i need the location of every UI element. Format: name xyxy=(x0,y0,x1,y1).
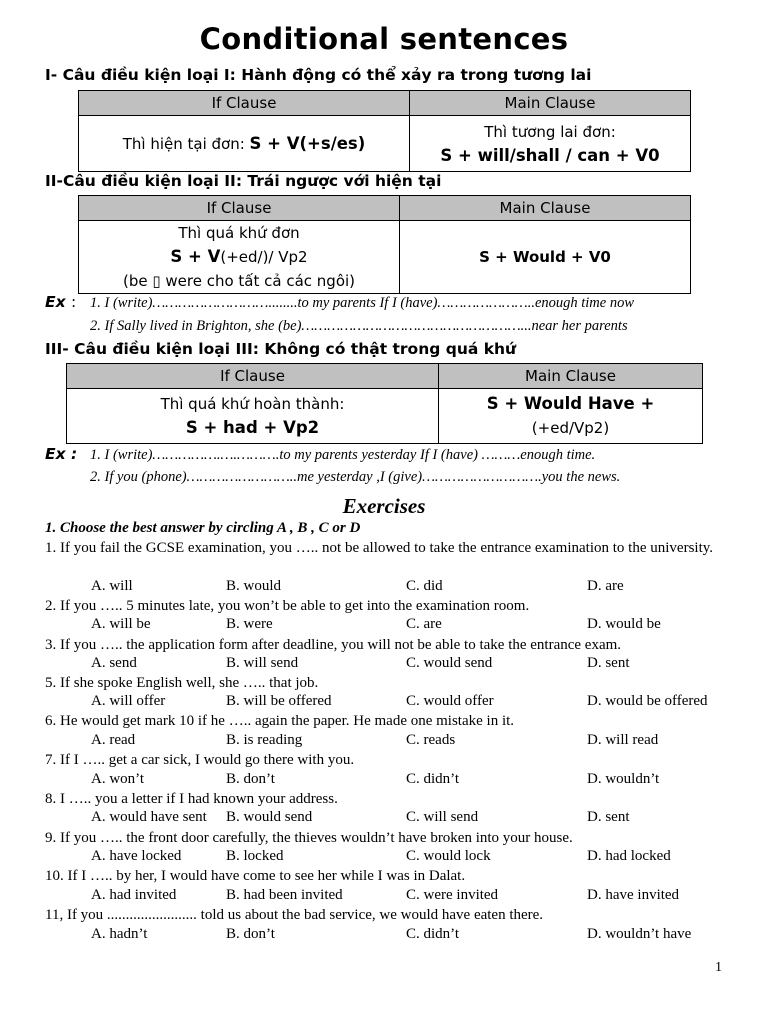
option-c[interactable]: C. would lock xyxy=(406,848,491,864)
type2-if-note: (be ▯ were cho tất cả các ngôi) xyxy=(122,272,356,290)
exercise-instruction: 1. Choose the best answer by circling A , B , C or D xyxy=(45,520,361,536)
type3-main-header: Main Clause xyxy=(439,364,703,389)
question-11: 11, If you ........................ told us about the bad service, we would have eaten there. xyxy=(45,907,544,923)
type1-if-text: Thì hiện tại đơn: xyxy=(122,134,250,153)
question-9: 9. If you ….. the front door carefully, the thieves wouldn’t have broken into your house. xyxy=(45,830,573,846)
type2-main-formula: S + Would + V0 xyxy=(400,221,691,294)
type1-table xyxy=(78,90,691,172)
option-b[interactable]: B. don’t xyxy=(226,771,275,787)
question-1: 1. If you fail the GCSE examination, you ….. not be allowed to take the entrance examination to the university. xyxy=(45,540,714,556)
type1-main-text: Thì tương lai đơn: xyxy=(484,122,616,141)
question-10: 10. If I ….. by her, I would have come to see her while I was in Dalat. xyxy=(45,868,466,884)
option-b[interactable]: B. locked xyxy=(226,848,284,864)
option-c[interactable]: C. are xyxy=(406,616,442,632)
type2-if-formula-rest: (+ed/)/ Vp2 xyxy=(220,248,308,266)
type3-if-text: Thì quá khứ hoàn thành: xyxy=(160,395,345,413)
option-b[interactable]: B. would send xyxy=(226,809,313,825)
type1-if-formula: S + V(+s/es) xyxy=(249,133,366,153)
type1-heading: I- Câu điều kiện loại I: Hành động có thể xảy ra trong tương lai xyxy=(45,66,592,84)
option-c[interactable]: C. would offer xyxy=(406,693,494,709)
option-a[interactable]: A. won’t xyxy=(91,771,145,787)
type2-if-header: If Clause xyxy=(79,196,400,221)
question-8: 8. I ….. you a letter if I had known your address. xyxy=(45,791,338,807)
option-a[interactable]: A. hadn’t xyxy=(91,926,148,942)
option-c[interactable]: C. did xyxy=(406,578,443,594)
type3-main-cell xyxy=(439,389,703,444)
option-a[interactable]: A. will xyxy=(91,578,133,594)
question-2: 2. If you ….. 5 minutes late, you won’t be able to get into the examination room. xyxy=(45,598,530,614)
option-d[interactable]: D. have invited xyxy=(587,887,680,903)
exercises-title: Exercises xyxy=(342,494,426,518)
example-2-line-1: Ex : 1. I (write)…………….….……….to my parents yesterday If I (have) ………enough time. xyxy=(45,445,596,463)
option-c[interactable]: C. didn’t xyxy=(406,771,460,787)
option-d[interactable]: D. sent xyxy=(587,809,630,825)
option-d[interactable]: D. would be xyxy=(587,616,661,632)
option-d[interactable]: D. had locked xyxy=(587,848,671,864)
type3-heading: III- Câu điều kiện loại III: Không có thật trong quá khứ xyxy=(45,340,517,358)
option-d[interactable]: D. would be offered xyxy=(587,693,708,709)
type3-if-header: If Clause xyxy=(67,364,439,389)
page-number: 1 xyxy=(715,960,722,975)
option-a[interactable]: A. will be xyxy=(91,616,151,632)
option-d[interactable]: D. are xyxy=(587,578,624,594)
option-d[interactable]: D. sent xyxy=(587,655,630,671)
option-b[interactable]: B. is reading xyxy=(226,732,303,748)
option-a[interactable]: A. had invited xyxy=(91,887,177,903)
example-2-line-2: 2. If you (phone)……………………..me yesterday ,I (give)……………………….you the news. xyxy=(90,469,621,485)
question-5: 5. If she spoke English well, she ….. that job. xyxy=(45,675,319,691)
option-a[interactable]: A. would have sent xyxy=(91,809,207,825)
option-a[interactable]: A. send xyxy=(91,655,137,671)
option-b[interactable]: B. will send xyxy=(226,655,299,671)
option-a[interactable]: A. read xyxy=(91,732,136,748)
example-1-line-1: Ex : 1. I (write)………………………........to my parents If I (have)…………………..enough time now xyxy=(45,293,635,311)
example-1-line-2: 2. If Sally lived in Brighton, she (be)……………………………………………...near her parents xyxy=(90,318,628,334)
option-d[interactable]: D. will read xyxy=(587,732,659,748)
type1-if-header: If Clause xyxy=(79,91,410,116)
question-3: 3. If you ….. the application form after deadline, you will not be able to take the entrance exam. xyxy=(45,637,622,653)
page-title: Conditional sentences xyxy=(199,22,569,56)
option-c[interactable]: C. reads xyxy=(406,732,456,748)
type2-if-formula: S + V xyxy=(170,247,221,266)
type1-main-formula: S + will/shall / can + V0 xyxy=(440,145,660,165)
type2-table xyxy=(78,195,691,294)
option-b[interactable]: B. will be offered xyxy=(226,693,332,709)
option-c[interactable]: C. will send xyxy=(406,809,479,825)
option-b[interactable]: B. were xyxy=(226,616,273,632)
option-a[interactable]: A. have locked xyxy=(91,848,182,864)
option-b[interactable]: B. had been invited xyxy=(226,887,343,903)
question-7: 7. If I ….. get a car sick, I would go there with you. xyxy=(45,752,355,768)
type1-main-cell xyxy=(410,116,691,172)
option-d[interactable]: D. wouldn’t have xyxy=(587,926,692,942)
example-2-label: Ex : xyxy=(45,445,78,463)
type2-main-header: Main Clause xyxy=(400,196,691,221)
option-c[interactable]: C. didn’t xyxy=(406,926,460,942)
type2-if-cell xyxy=(79,221,400,294)
option-b[interactable]: B. would xyxy=(226,578,282,594)
type1-if-cell xyxy=(79,116,410,172)
type2-if-text: Thì quá khứ đơn xyxy=(178,224,300,242)
question-6: 6. He would get mark 10 if he ….. again the paper. He made one mistake in it. xyxy=(45,713,515,729)
option-b[interactable]: B. don’t xyxy=(226,926,275,942)
type3-if-cell xyxy=(67,389,439,444)
example-label: Ex xyxy=(45,293,66,311)
option-a[interactable]: A. will offer xyxy=(91,693,166,709)
option-c[interactable]: C. were invited xyxy=(406,887,499,903)
option-c[interactable]: C. would send xyxy=(406,655,493,671)
type1-main-header: Main Clause xyxy=(410,91,691,116)
type3-table xyxy=(66,363,703,444)
type3-if-formula: S + had + Vp2 xyxy=(185,418,320,437)
option-d[interactable]: D. wouldn’t xyxy=(587,771,660,787)
type3-main-note: (+ed/Vp2) xyxy=(531,419,610,437)
type3-main-formula: S + Would Have + xyxy=(486,394,655,413)
type2-heading: II-Câu điều kiện loại II: Trái ngược với hiện tại xyxy=(45,172,442,190)
